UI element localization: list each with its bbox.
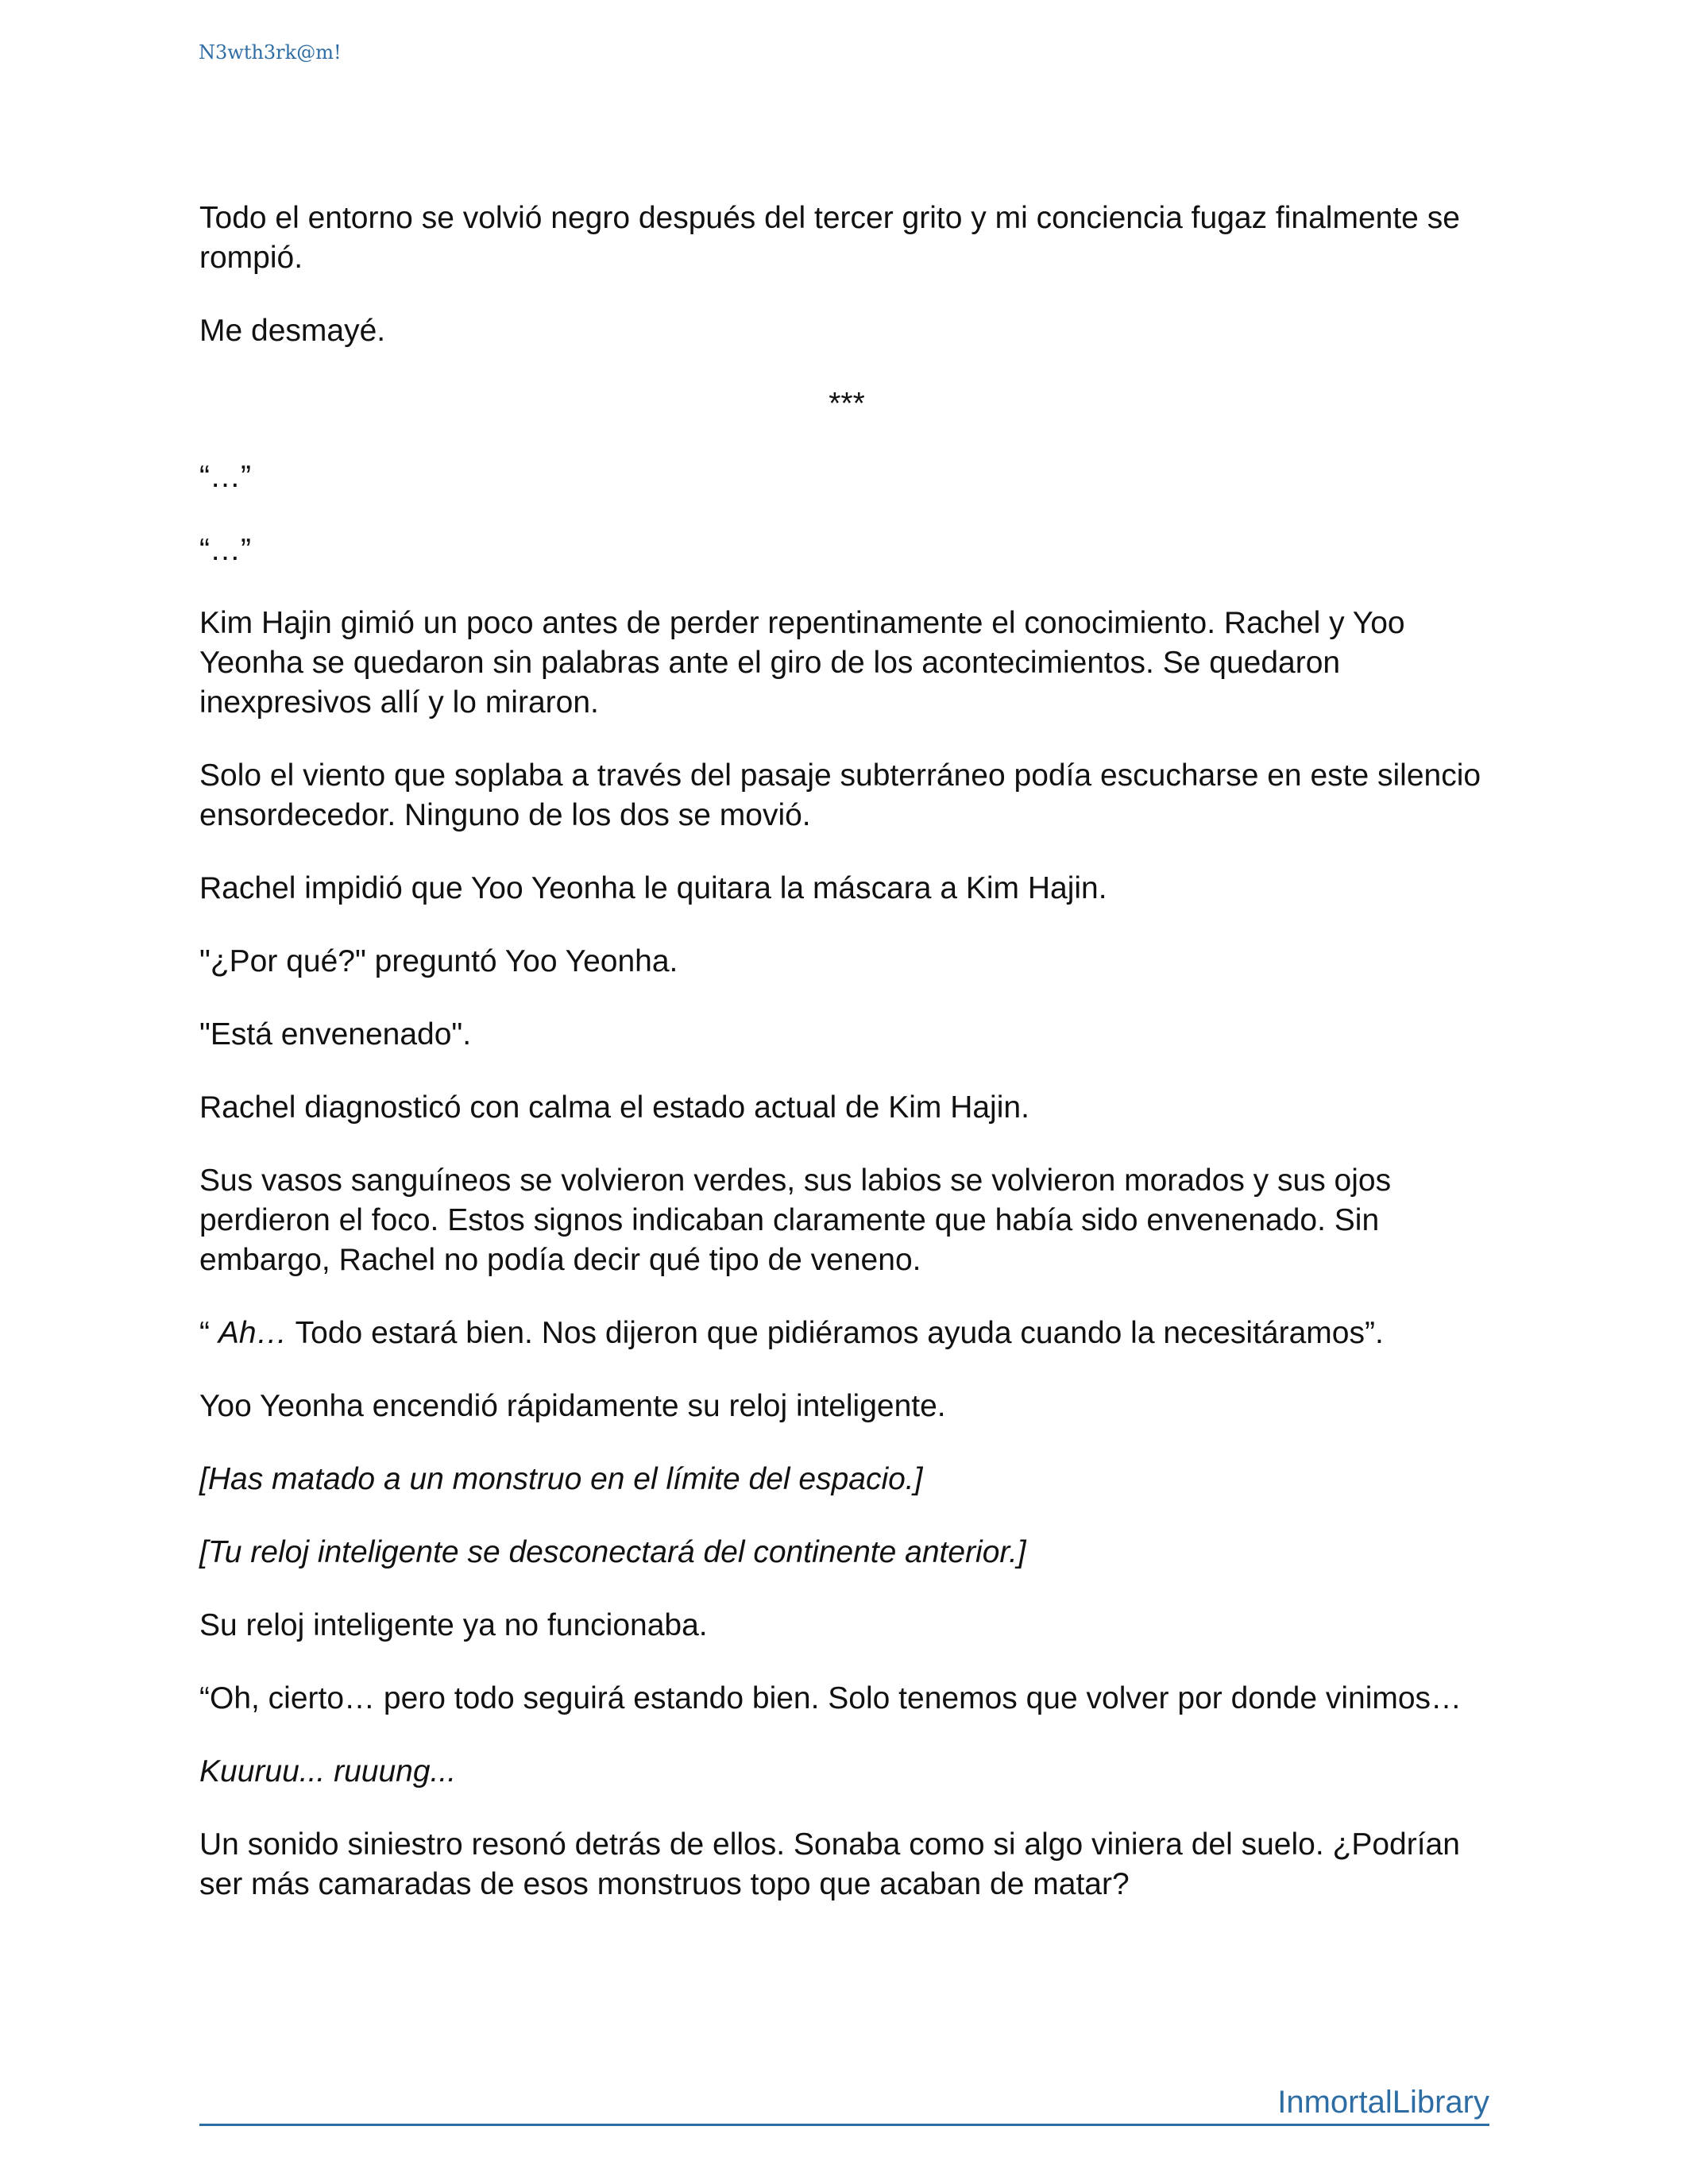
document-body xyxy=(199,199,1494,1938)
paragraph: Su reloj inteligente ya no funcionaba. xyxy=(199,1608,708,1642)
paragraph: Yoo Yeonha encendió rápidamente su reloj inteligente. xyxy=(199,1389,946,1423)
sound-effect: Kuuruu... ruuung... xyxy=(199,1754,457,1788)
italic-interjection: Ah… xyxy=(218,1316,288,1350)
paragraph: Rachel impidió que Yoo Yeonha le quitara la máscara a Kim Hajin. xyxy=(199,871,1107,905)
paragraph: “…” xyxy=(199,460,251,494)
paragraph: Un sonido siniestro resonó detrás de ellos. Sonaba como si algo viniera del suelo. ¿Podrían ser más camaradas de esos monstruos topo que acaban de matar? xyxy=(199,1827,1460,1901)
footer-link[interactable]: InmortalLibrary xyxy=(1277,2085,1489,2120)
paragraph: Rachel diagnosticó con calma el estado actual de Kim Hajin. xyxy=(199,1090,1029,1125)
system-message: [Has matado a un monstruo en el límite del espacio.] xyxy=(199,1462,923,1496)
header-watermark: N3wth3rk@m! xyxy=(199,41,342,64)
paragraph: Todo el entorno se volvió negro después del tercer grito y mi conciencia fugaz finalmente se rompió. xyxy=(199,201,1460,275)
paragraph: “Oh, cierto… pero todo seguirá estando bien. Solo tenemos que volver por donde vinimos… xyxy=(199,1681,1462,1715)
paragraph: “…” xyxy=(199,533,251,567)
quote-rest: Todo estará bien. Nos dijeron que pidiéramos ayuda cuando la necesitáramos”. xyxy=(287,1316,1384,1350)
paragraph: Me desmayé. xyxy=(199,314,386,348)
paragraph: Sus vasos sanguíneos se volvieron verdes, sus labios se volvieron morados y sus ojos perdieron el foco. Estos signos indicaban claramente que había sido envenenado. Sin embargo, Rachel no podía decir qué tipo de veneno. xyxy=(199,1163,1392,1277)
footer xyxy=(199,2082,1489,2126)
paragraph xyxy=(199,1314,1494,1353)
paragraph: "¿Por qué?" preguntó Yoo Yeonha. xyxy=(199,944,678,978)
system-message: [Tu reloj inteligente se desconectará del continente anterior.] xyxy=(199,1535,1026,1569)
scene-separator: *** xyxy=(829,387,865,421)
paragraph: Kim Hajin gimió un poco antes de perder repentinamente el conocimiento. Rachel y Yoo Yeonha se quedaron sin palabras ante el giro de los acontecimientos. Se quedaron inexpresivos allí y lo miraron. xyxy=(199,606,1405,720)
quote-open: “ xyxy=(199,1316,218,1350)
paragraph: "Está envenenado". xyxy=(199,1017,472,1051)
paragraph: Solo el viento que soplaba a través del pasaje subterráneo podía escucharse en este silencio ensordecedor. Ninguno de los dos se movió. xyxy=(199,758,1481,832)
